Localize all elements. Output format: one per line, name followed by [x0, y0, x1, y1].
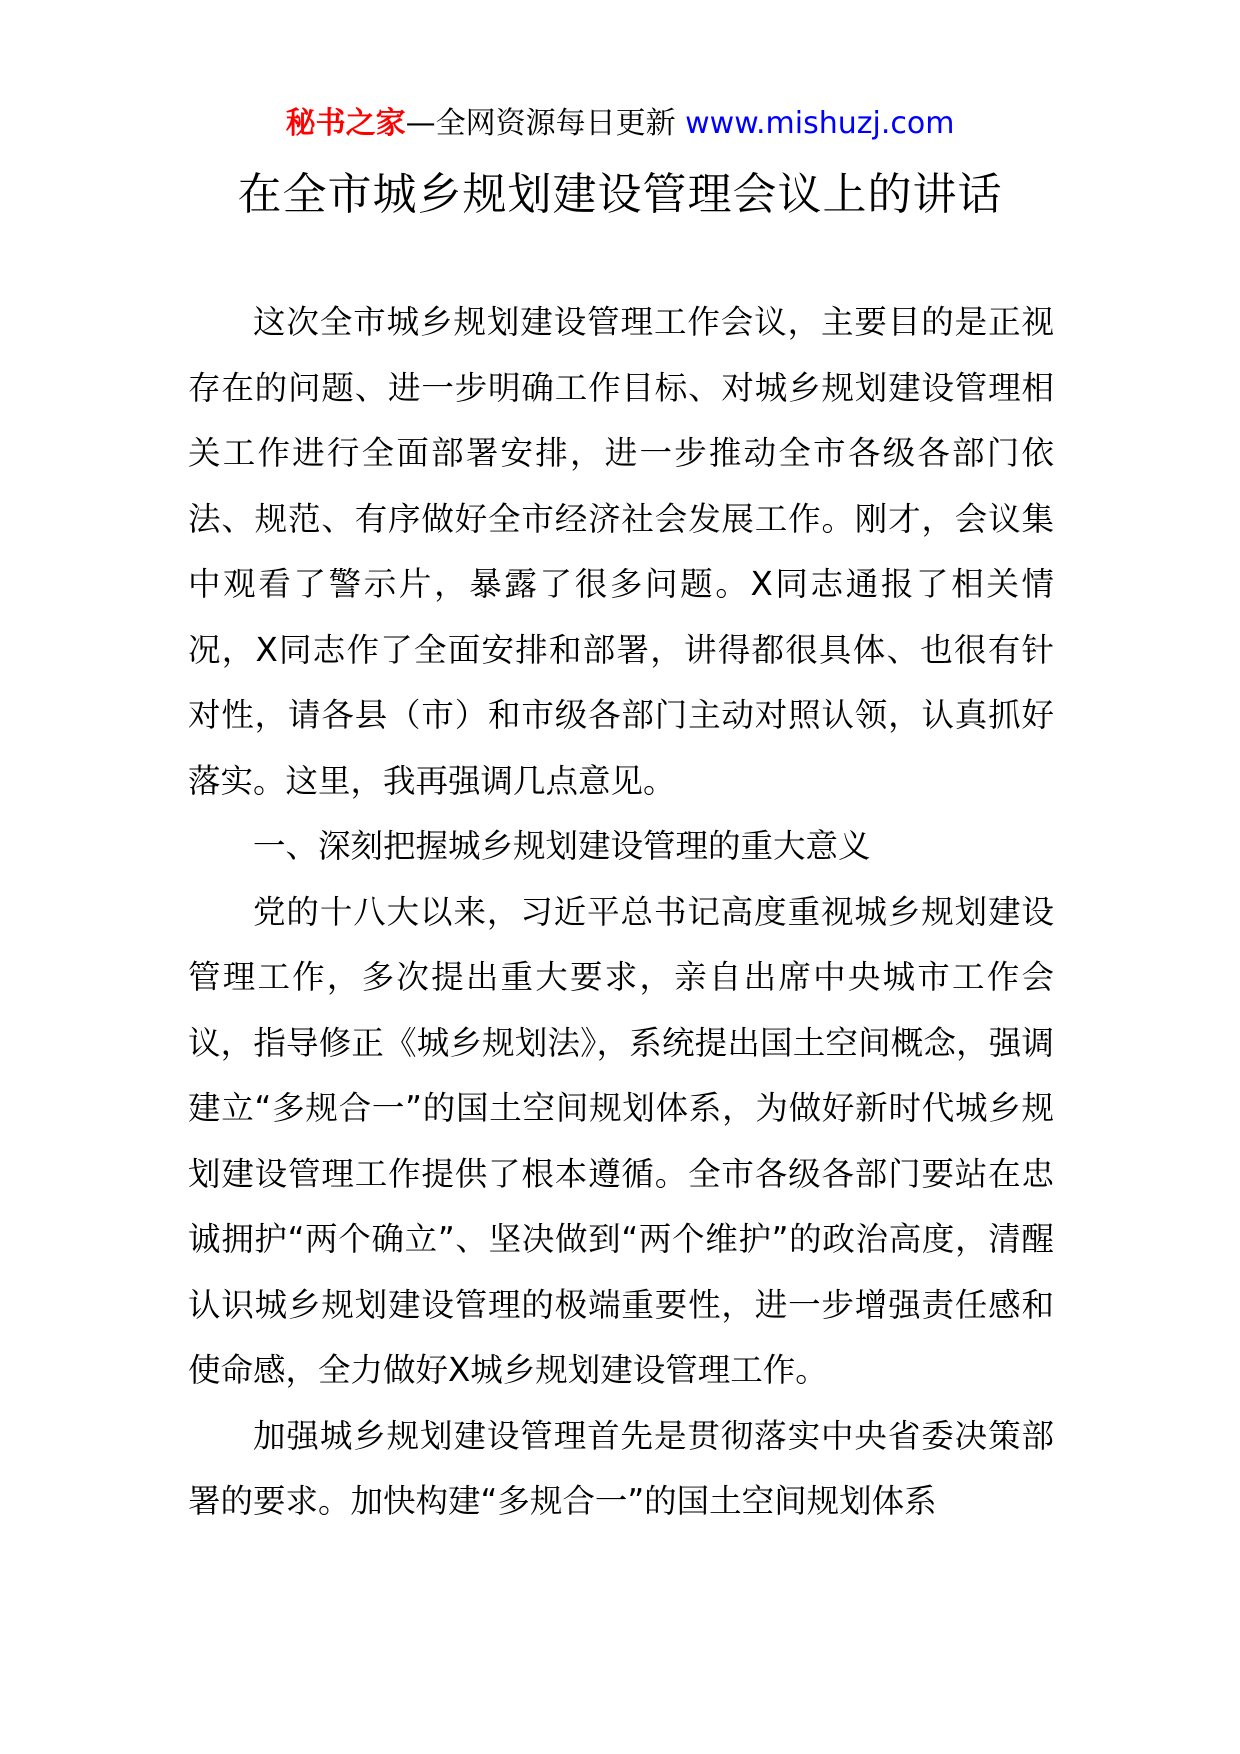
document-body — [188, 290, 1054, 1535]
site-header — [0, 104, 1240, 144]
paragraph-significance: 党的十八大以来，习近平总书记高度重视城乡规划建设管理工作，多次提出重大要求，亲自出席中央城市工作会议，指导修正《城乡规划法》，系统提出国土空间概念，强调建立“多规合一”的国土空间规划体系，为做好新时代城乡规划建设管理工作提供了根本遵循。全市各级各部门要站在忠诚拥护“两个确立”、坚决做到“两个维护”的政治高度，清醒认识城乡规划建设管理的极端重要性，进一步增强责任感和使命感，全力做好X城乡规划建设管理工作。 — [188, 892, 1054, 1389]
paragraph-strengthen: 加强城乡规划建设管理首先是贯彻落实中央省委决策部署的要求。加快构建“多规合一”的国土空间规划体系 — [188, 1416, 1054, 1520]
site-url-link[interactable]: www.mishuzj.com — [685, 106, 955, 141]
header-tagline: —全网资源每日更新 — [405, 106, 686, 141]
paragraph-intro: 这次全市城乡规划建设管理工作会议，主要目的是正视存在的问题、进一步明确工作目标、对城乡规划建设管理相关工作进行全面部署安排，进一步推动全市各级各部门依法、规范、有序做好全市经济社会发展工作。刚才，会议集中观看了警示片，暴露了很多问题。X同志通报了相关情况，X同志作了全面安排和部署，讲得都很具体、也很有针对性，请各县（市）和市级各部门主动对照认领，认真抓好落实。这里，我再强调几点意见。 — [188, 303, 1054, 800]
brand-name: 秘书之家 — [285, 106, 406, 141]
section-heading-1: 一、深刻把握城乡规划建设管理的重大意义 — [253, 827, 871, 865]
document-title: 在全市城乡规划建设管理会议上的讲话 — [237, 169, 1003, 220]
